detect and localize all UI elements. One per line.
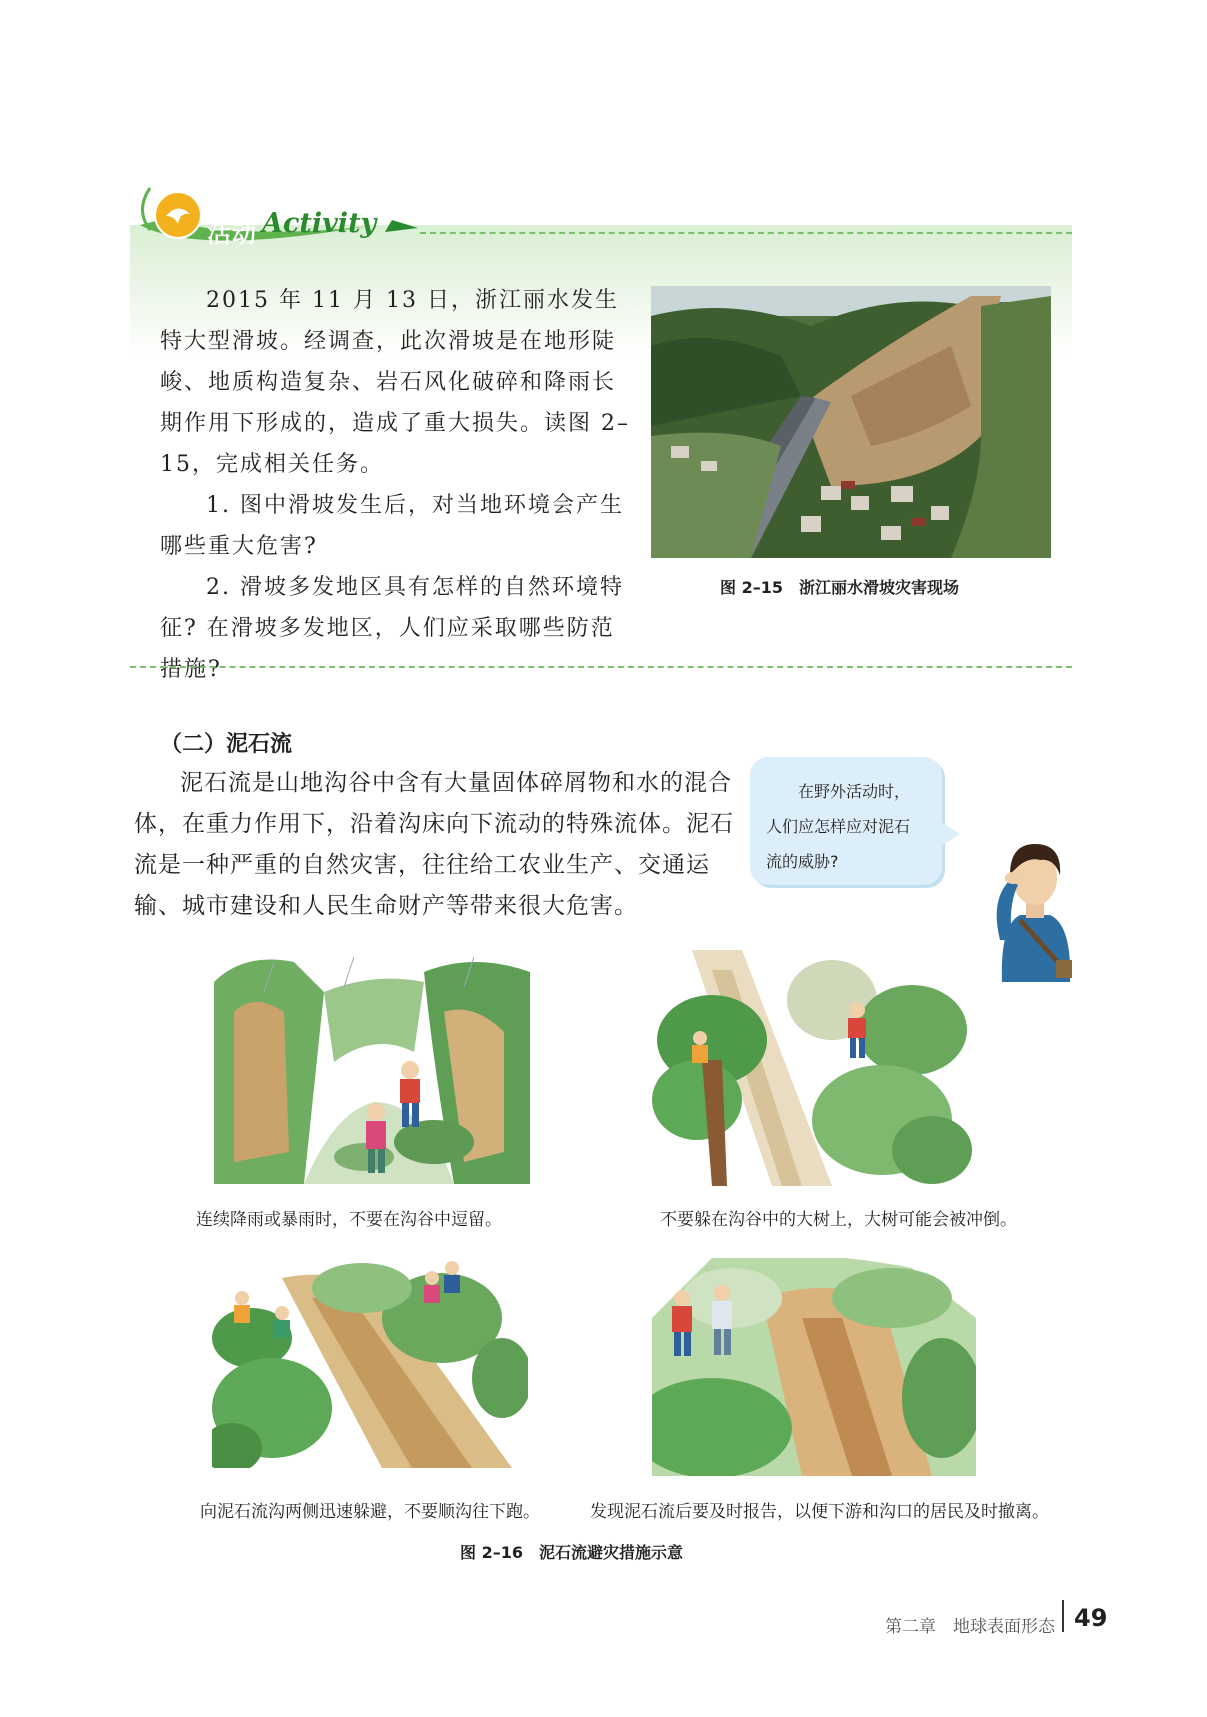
page-number: 49 <box>1074 1604 1108 1632</box>
footer-divider <box>1062 1600 1064 1632</box>
speech-bubble-tail <box>938 820 960 848</box>
illustration-caption-4: 发现泥石流后要及时报告，以便下游和沟口的居民及时撤离。 <box>590 1502 1049 1522</box>
illustration-caption-2: 不要躲在沟谷中的大树上，大树可能会被冲倒。 <box>660 1210 1017 1230</box>
section-paragraph: 泥石流是山地沟谷中含有大量固体碎屑物和水的混合体，在重力作用下，沿着沟床向下流动的特殊流体。泥石流是一种严重的自然灾害，往往给工农业生产、交通运输、城市建设和人民生命财产等带来很大危害。 <box>134 770 734 919</box>
activity-task-1: 1. 图中滑坡发生后，对当地环境会产生哪些重大危害? <box>160 493 624 559</box>
footer-chapter-title: 第二章 地球表面形态 <box>885 1617 1055 1637</box>
illustration-report-warning <box>652 1258 976 1476</box>
activity-divider-bottom <box>130 666 1072 668</box>
student-character-illustration <box>980 830 1080 982</box>
section-body <box>134 763 734 927</box>
illustration-escape-to-sides <box>212 1258 528 1468</box>
photo-caption: 图 2–15 浙江丽水滑坡灾害现场 <box>720 578 959 597</box>
activity-divider-top <box>420 232 1072 234</box>
activity-paragraph: 2015 年 11 月 13 日，浙江丽水发生特大型滑坡。经调查，此次滑坡是在地形陡峻、地质构造复杂、岩石风化破碎和降雨长期作用下形成的，造成了重大损失。读图 2–15，完成相关任务。 <box>160 288 630 477</box>
section-title: （二）泥石流 <box>160 732 293 757</box>
bubble-line: 流的威胁? <box>766 852 839 871</box>
illustration-tree-in-gorge <box>652 950 972 1186</box>
illustration-caption-1: 连续降雨或暴雨时，不要在沟谷中逗留。 <box>196 1210 502 1230</box>
landslide-photo <box>651 286 1051 558</box>
activity-task-2: 2. 滑坡多发地区具有怎样的自然环境特征? 在滑坡多发地区，人们应采取哪些防范措施? <box>160 575 624 682</box>
figure-caption: 图 2–16 泥石流避灾措施示意 <box>460 1543 683 1562</box>
illustration-caption-3: 向泥石流沟两侧迅速躲避，不要顺沟往下跑。 <box>200 1502 540 1522</box>
illustration-heavy-rain-gorge <box>214 952 530 1184</box>
activity-text <box>160 280 630 690</box>
speech-bubble-text <box>766 774 936 879</box>
activity-title: 活动 <box>207 220 257 248</box>
bubble-line: 人们应怎样应对泥石 <box>766 817 911 836</box>
bubble-line: 在野外活动时， <box>798 782 911 801</box>
activity-title-english: Activity <box>262 208 377 239</box>
